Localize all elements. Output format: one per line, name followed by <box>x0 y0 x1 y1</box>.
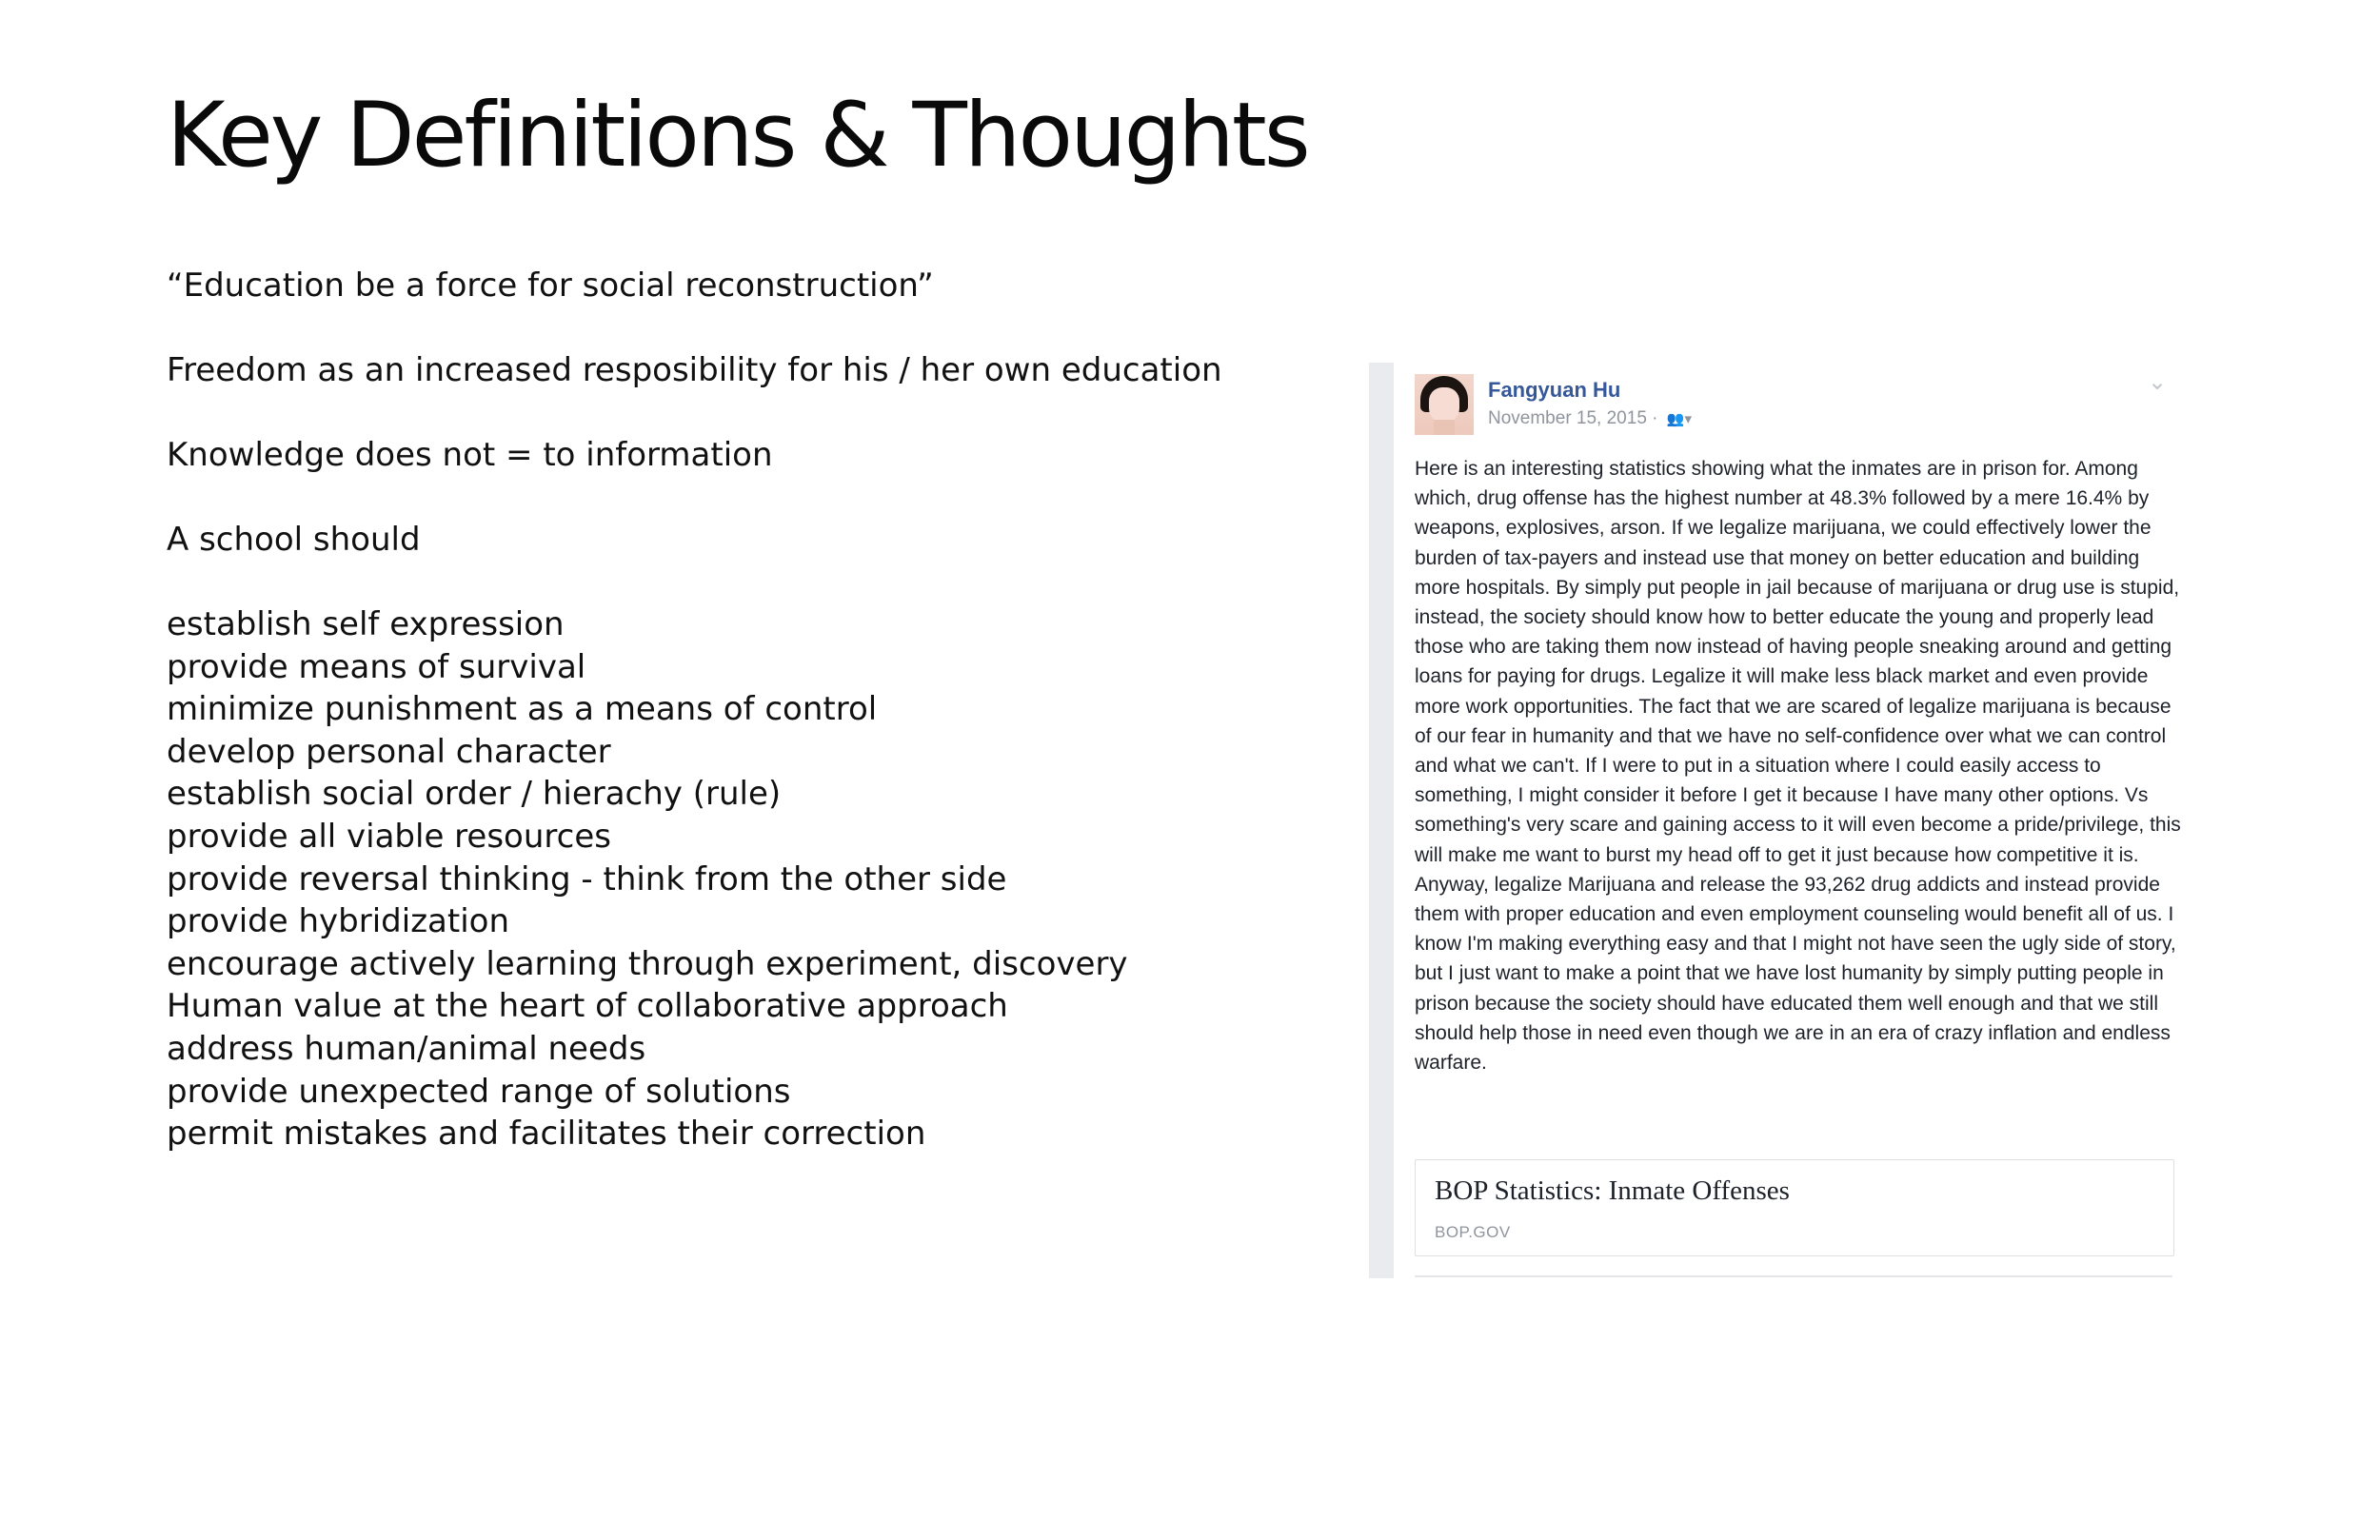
post-body: Here is an interesting statistics showing what the inmates are in prison for. Among which, drug offense has the highest number at 48.3% followed by a mere 16.4% by weapons, explosives, arson. If we legalize marijuana, we could effectively lower the burden of tax-payers and instead use that money on better education and building more hospitals. By simply put people in jail because of marijuana or drug use is stupid, instead, the society should know how to better educate the young and properly lead those who are taking them now instead of having people sneaking around and getting loans for paying for drugs. Legalize it will make less black market and even provide more work opportunities. The fact that we are scared of legalize marijuana is because of our fear in humanity and that we have no self-confidence over what we can control and what we can't. If I were to put in a situation where I could easily access to something, I might consider it before I get it because I have many other options. Vs something's very scare and gaining access to it will even become a pride/privilege, this will make me want to burst my head off to get it just because how competitive it is. Anyway, legalize Marijuana and release the 93,262 drug addicts and instead provide them with proper education and even employment counseling would benefit all of us. I know I'm making everything easy and that I might not have seen the ugly side of story, but I just want to make a point that we have lost humanity by simply putting people in prison because the society should have educated them well enough and that we still should help those in need even though we are in an era of crazy inflation and endless warfare. <box>1415 458 2181 1075</box>
school-list <box>167 603 1128 1155</box>
post-divider <box>1415 1275 2172 1277</box>
avatar[interactable] <box>1415 374 1474 435</box>
post-side-bar <box>1369 363 1394 1278</box>
list-item: minimize punishment as a means of control <box>167 690 878 729</box>
list-item: encourage actively learning through experiment, discovery <box>167 944 1128 983</box>
friends-icon[interactable]: 👥▾ <box>1666 411 1692 427</box>
post-author-link[interactable]: Fangyuan Hu <box>1488 378 1621 402</box>
list-item: establish self expression <box>167 605 565 643</box>
list-item: permit mistakes and facilitates their correction <box>167 1115 926 1154</box>
chevron-down-icon[interactable]: ⌄ <box>2148 369 2168 395</box>
list-item: address human/animal needs <box>167 1029 646 1068</box>
facebook-post <box>1369 363 2190 1278</box>
page-title: Key Definitions & Thoughts <box>167 84 1308 188</box>
knowledge-text: Knowledge does not = to information <box>167 436 773 474</box>
quote-text: “Education be a force for social reconstruction” <box>167 267 934 305</box>
list-item: provide hybridization <box>167 902 510 941</box>
list-item: Human value at the heart of collaborative approach <box>167 987 1008 1026</box>
link-preview-card[interactable] <box>1415 1159 2174 1256</box>
list-item: provide all viable resources <box>167 817 611 856</box>
list-item: establish social order / hierachy (rule) <box>167 775 782 814</box>
post-meta <box>1488 408 1692 429</box>
list-item: provide means of survival <box>167 647 586 686</box>
school-intro-text: A school should <box>167 521 421 559</box>
list-item: provide reversal thinking - think from the other side <box>167 859 1007 898</box>
list-item: develop personal character <box>167 732 611 771</box>
link-domain: BOP.GOV <box>1435 1223 1511 1241</box>
link-title[interactable]: BOP Statistics: Inmate Offenses <box>1435 1175 1790 1206</box>
list-item: provide unexpected range of solutions <box>167 1072 791 1111</box>
freedom-text: Freedom as an increased resposibility for his / her own education <box>167 351 1222 389</box>
post-date[interactable]: November 15, 2015 · <box>1488 408 1658 428</box>
